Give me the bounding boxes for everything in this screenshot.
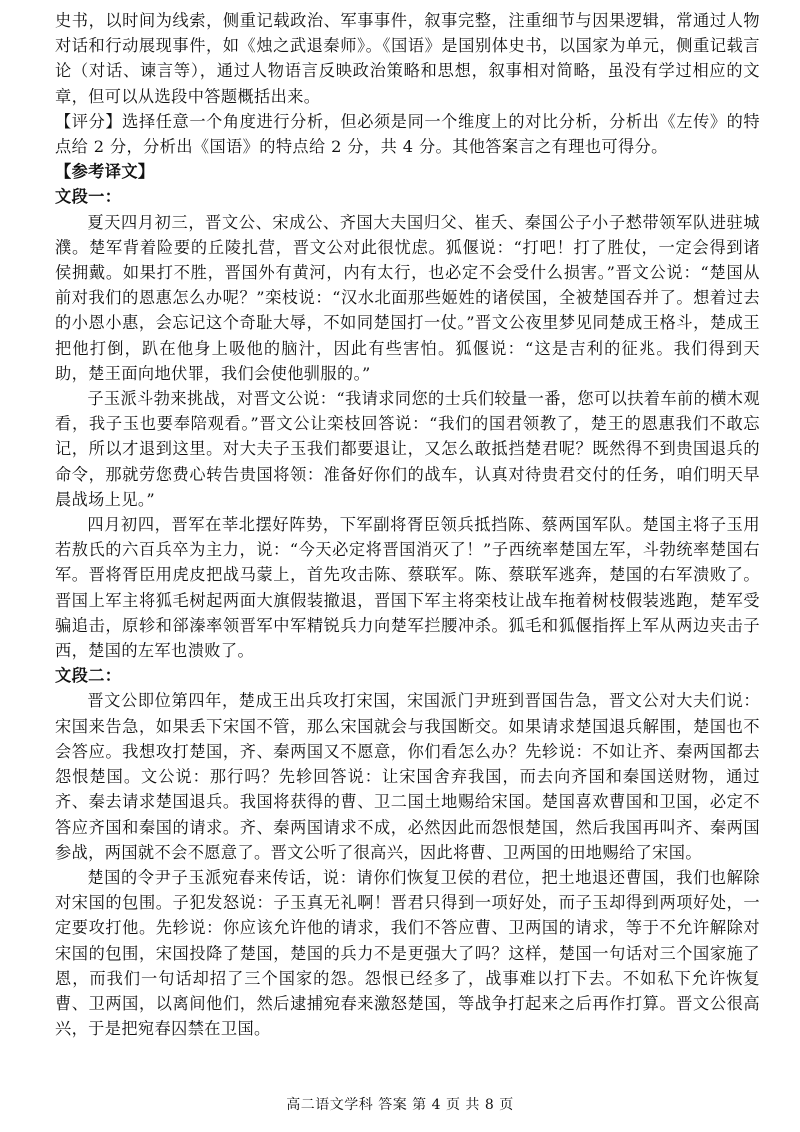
- section-one-paragraph-2: 子玉派斗勃来挑战，对晋文公说：“我请求同您的士兵们较量一番，您可以扶着车前的横木观看，我子玉也要奉陪观看。”晋文公让栾枝回答说：“我们的国君领教了，楚王的恩惠我们不敢忘记，所以才退到这里。对大夫子玉我们都要退让，又怎么敢抵挡楚君呢？既然得不到贵国退兵的命令，那就劳您费心转告贵国将领：准备好你们的战车，认真对待贵君交付的任务，咱们明天早晨战场上见。”: [55, 389, 760, 509]
- intro-paragraph: 史书，以时间为线索，侧重记载政治、军事事件，叙事完整，注重细节与因果逻辑，常通过人物对话和行动展现事件，如《烛之武退秦师》。《国语》是国别体史书，以国家为单元，侧重记载言论（对话、谏言等），通过人物语言反映政治策略和思想，叙事相对简略，虽没有学过相应的文章，但可以从选段中答题概括出来。: [55, 11, 760, 106]
- section-one-paragraph-1: 夏天四月初三，晋文公、宋成公、齐国大夫国归父、崔夭、秦国公子小子慭带领军队进驻城濮。楚军背着险要的丘陵扎营，晋文公对此很忧虑。狐偃说：“打吧！打了胜仗，一定会得到诸侯拥戴。如果打不胜，晋国外有黄河，内有太行，也必定不会受什么损害。”晋文公说：“楚国从前对我们的恩惠怎么办呢？”栾枝说：“汉水北面那些姬姓的诸侯国，全被楚国吞并了。想着过去的小恩小惠，会忘记这个奇耻大辱，不如同楚国打一仗。”晋文公夜里梦见同楚成王格斗，楚成王把他打倒，趴在他身上吸他的脑汁，因此有些害怕。狐偃说：“这是吉利的征兆。我们得到天助，楚王面向地伏罪，我们会使他驯服的。”: [55, 212, 760, 383]
- section-two-paragraph-1: 晋文公即位第四年，楚成王出兵攻打宋国，宋国派门尹班到晋国告急，晋文公对大夫们说：宋国来告急，如果丢下宋国不管，那么宋国就会与我国断交。如果请求楚国退兵解围，楚国也不会答应。我想攻打楚国，齐、秦两国又不愿意，你们看怎么办？先轸说：不如让齐、秦两国都去怨恨楚国。文公说：那行吗？先轸回答说：让宋国舍弃我国，而去向齐国和秦国送财物，通过齐、秦去请求楚国退兵。我国将获得的曹、卫二国土地赐给宋国。楚国喜欢曹国和卫国，必定不答应齐国和秦国的请求。齐、秦两国请求不成，必然因此而怨恨楚国，然后我国再叫齐、秦两国参战，两国就不会不愿意了。晋文公听了很高兴，因此将曹、卫两国的田地赐给了宋国。: [55, 691, 760, 862]
- section-two-paragraph-2: 楚国的令尹子玉派宛春来传话，说：请你们恢复卫侯的君位，把土地退还曹国，我们也解除对宋国的包围。子犯发怒说：子玉真无礼啊！晋君只得到一项好处，而子玉却得到两项好处，一定要攻打他。先轸说：你应该允许他的请求，我们不答应曹、卫两国的请求，等于不允许解除对宋国的包围，宋国投降了楚国，楚国的兵力不是更强大了吗？这样，楚国一句话对三个国家施了恩，而我们一句话却招了三个国家的怨。怨恨已经多了，战事难以打下去。不如私下允许恢复曹、卫两国，以离间他们，然后逮捕宛春来激怒楚国，等战争打起来之后再作打算。晋文公很高兴，于是把宛春囚禁在卫国。: [55, 867, 760, 1039]
- scoring-paragraph: 【评分】选择任意一个角度进行分析，但必须是同一个维度上的对比分析，分析出《左传》的特点给 2 分，分析出《国语》的特点给 2 分，共 4 分。其他答案言之有理也可得分。: [55, 111, 760, 157]
- section-one-heading: 文段一：: [55, 187, 122, 207]
- reference-translation-heading: 【参考译文】: [55, 162, 155, 182]
- page-footer: 高二语文学科 答案 第 4 页 共 8 页: [286, 1097, 514, 1113]
- section-one-paragraph-3: 四月初四，晋军在莘北摆好阵势，下军副将胥臣领兵抵挡陈、蔡两国军队。楚国主将子玉用若敖氏的六百兵卒为主力，说：“今天必定将晋国消灭了！”子西统率楚国左军，斗勃统率楚国右军。晋将胥臣用虎皮把战马蒙上，首先攻击陈、蔡联军。陈、蔡联军逃奔，楚国的右军溃败了。晋国上军主将狐毛树起两面大旗假装撤退，晋国下军主将栾枝让战车拖着树枝假装逃跑，楚军受骗追击，原轸和郤溱率领晋军中军精锐兵力向楚军拦腰冲杀。狐毛和狐偃指挥上军从两边夹击子西，楚国的左军也溃败了。: [55, 515, 760, 661]
- section-two-heading: 文段二：: [55, 666, 122, 686]
